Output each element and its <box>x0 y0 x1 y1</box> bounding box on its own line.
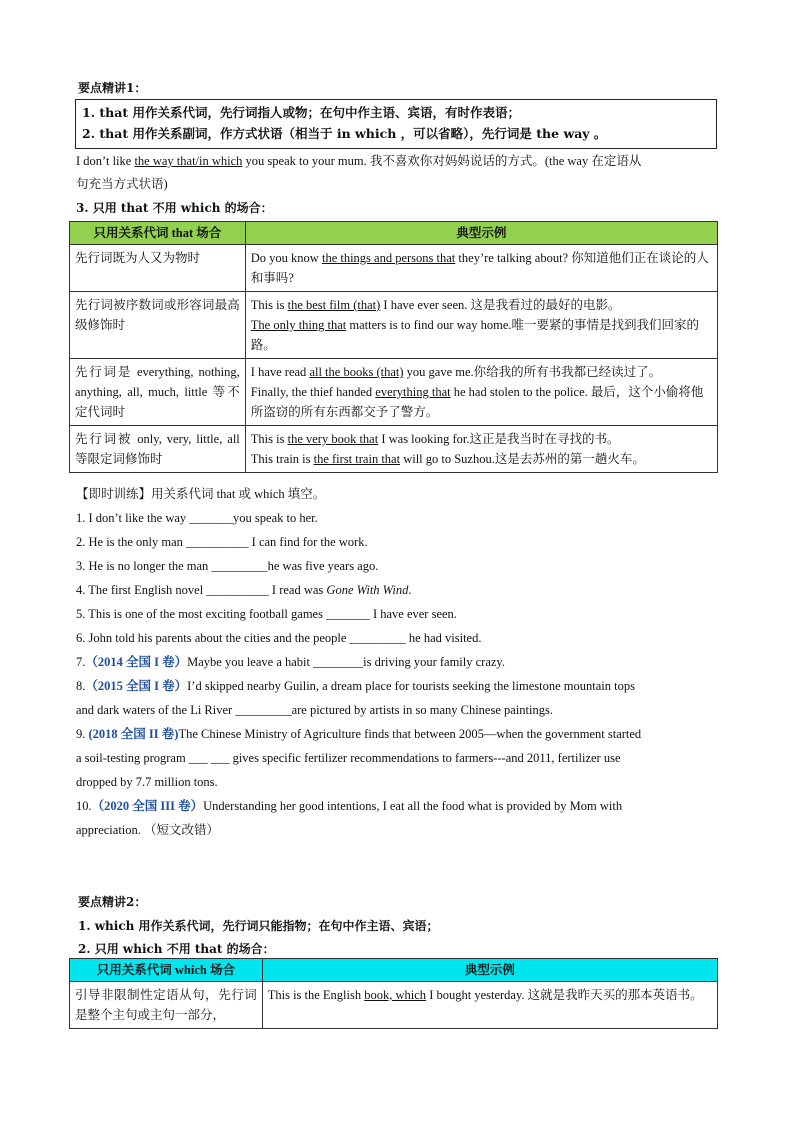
section2-heading: 要点精讲2： <box>78 895 147 909</box>
row-case: 引导非限制性定语从句，先行词是整个主句或主句一部分， <box>70 982 263 1029</box>
practice-item-10: 10.（2020 全国 III 卷）Understanding her good intentions, I eat all the food what is provided by Mom with <box>76 799 623 813</box>
exam-source: (2018 全国 II 卷) <box>88 727 179 741</box>
table-row <box>70 359 718 426</box>
practice-item: 3. He is no longer the man _________he was five years ago. <box>76 559 379 573</box>
key-point-2: 2. that 用作关系副词，作方式状语（相当于 in which ，可以省略），先行词是 the way 。 <box>82 126 607 141</box>
key-points-box <box>75 99 717 149</box>
practice-item-9-line2: a soil-testing program ___ ___ gives specific fertilizer recommendations to farmers---and 2011, fertilizer use <box>76 751 621 765</box>
section1-heading: 要点精讲1： <box>78 81 147 95</box>
table-header-example: 典型示例 <box>262 959 717 982</box>
key-point-1: 1. that 用作关系代词，先行词指人或物；在句中作主语、宾语，有时作表语； <box>82 105 520 120</box>
practice-item-4: 4. The first English novel __________ I read was Gone With Wind. <box>76 583 412 597</box>
exam-source: （2020 全国 III 卷） <box>91 799 204 813</box>
which-only-table <box>69 958 718 1029</box>
table-header-example: 典型示例 <box>245 222 717 245</box>
row-example: This is the very book that I was looking for.这正是我当时在寻找的书。 This train is the first train that will go to Suzhou.这是去苏州的第一趟火车。 <box>245 426 717 473</box>
practice-item-7: 7.（2014 全国 I 卷）Maybe you leave a habit ________is driving your family crazy. <box>76 655 505 669</box>
that-only-table <box>69 221 718 473</box>
section2-line2: 2. 只用 which 不用 that 的场合： <box>78 942 275 956</box>
practice-item-8: 8.（2015 全国 I 卷）I’d skipped nearby Guilin, a dream place for tourists seeking the limestone mountain tops <box>76 679 635 693</box>
example-sentence: I don’t like the way that/in which you speak to your mum. 我不喜欢你对妈妈说话的方式。(the way 在定语从 <box>76 154 642 168</box>
example-underlined: the way that/in which <box>134 154 243 168</box>
practice-item: 5. This is one of the most exciting football games _______ I have ever seen. <box>76 607 457 621</box>
practice-item: 2. He is the only man __________ I can find for the work. <box>76 535 368 549</box>
row-case: 先行词被 only, very, little, all 等限定词修饰时 <box>70 426 246 473</box>
table-header-case: 只用关系代词 which 场合 <box>70 959 263 982</box>
row-case: 先行词既为人又为物时 <box>70 245 246 292</box>
row-example: This is the best film (that) I have ever seen. 这是我看过的最好的电影。 The only thing that matters is to find our way home.唯一要紧的事情是找到我们回家的路。 <box>245 292 717 359</box>
subheading-that-only: 3. 只用 that 不用 which 的场合： <box>76 201 273 215</box>
row-example: Do you know the things and persons that they’re talking about? 你知道他们正在谈论的人和事吗? <box>245 245 717 292</box>
table-row <box>70 982 718 1029</box>
section2-line1: 1. which 用作关系代词，先行词只能指物；在句中作主语、宾语； <box>78 919 439 933</box>
table-row <box>70 426 718 473</box>
table-row <box>70 245 718 292</box>
row-case: 先行词是 everything, nothing, anything, all, much, little 等不定代词时 <box>70 359 246 426</box>
table-row <box>70 292 718 359</box>
row-example: I have read all the books (that) you gave me.你给我的所有书我都已经读过了。 Finally, the thief handed everything that he had stolen to the police. 最后，这个小偷将他所盗窃的所有东西都交予了警方。 <box>245 359 717 426</box>
row-example: This is the English book, which I bought yesterday. 这就是我昨天买的那本英语书。 <box>262 982 717 1029</box>
exam-source: （2015 全国 I 卷） <box>85 679 188 693</box>
table-header <box>70 222 718 245</box>
practice-item-9-line3: dropped by 7.7 million tons. <box>76 775 218 789</box>
practice-item: 6. John told his parents about the cities and the people _________ he had visited. <box>76 631 482 645</box>
practice-item-8-line2: and dark waters of the Li River _________are pictured by artists in so many Chinese paintings. <box>76 703 553 717</box>
table-header-case: 只用关系代词 that 场合 <box>70 222 246 245</box>
practice-title: 【即时训练】用关系代词 that 或 which 填空。 <box>76 487 326 501</box>
practice-item: 1. I don’t like the way _______you speak to her. <box>76 511 318 525</box>
exam-source: （2014 全国 I 卷） <box>85 655 188 669</box>
practice-item-10-line2: appreciation. （短文改错） <box>76 823 220 837</box>
row-case: 先行词被序数词或形容词最高级修饰时 <box>70 292 246 359</box>
example-sentence-line2: 句充当方式状语) <box>76 177 168 191</box>
practice-item-9: 9. (2018 全国 II 卷)The Chinese Ministry of Agriculture finds that between 2005—when the government started <box>76 727 642 741</box>
table-header <box>70 959 718 982</box>
